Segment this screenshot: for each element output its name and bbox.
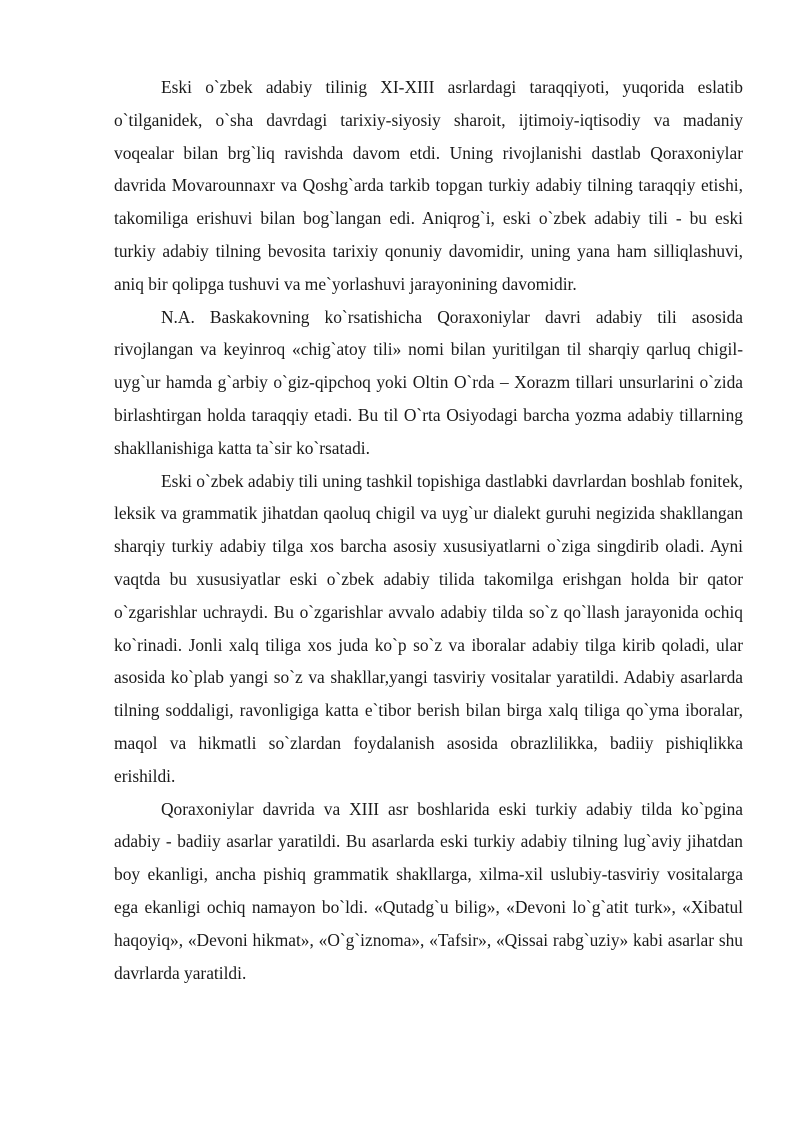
paragraph-3: Eski o`zbek adabiy tili uning tashkil topishiga dastlabki davrlardan boshlab fonitek, leksik va grammatik jihatdan qaoluq chigil va uyg`ur dialekt guruhi negizida shakllangan sharqiy turkiy adabiy tilga xos barcha asosiy xususiyatlarni o`ziga singdirib oladi. Ayni vaqtda bu xususiyatlar eski o`zbek adabiy tilida takomilga erishgan holda bir qator o`zgarishlar uchraydi. Bu o`zgarishlar avvalo adabiy tilda so`z qo`llash jarayonida ochiq ko`rinadi. Jonli xalq tiliga xos juda ko`p so`z va iboralar adabiy tilga kirib qoladi, ular asosida ko`plab yangi so`z va shakllar,yangi tasviriy vositalar yaratildi. Adabiy asarlarda tilning soddaligi, ravonligiga katta e`tibor berish bilan birga xalq tiliga qo`yma iboralar, maqol va hikmatli so`zlardan foydalanish asosida obrazlilikka, badiiy pishiqlikka erishildi. (114, 470, 743, 786)
paragraph-4: Qoraxoniylar davrida va XIII asr boshlarida eski turkiy adabiy tilda ko`pgina adabiy - badiiy asarlar yaratildi. Bu asarlarda eski turkiy adabiy tilning lug`aviy jihatdan boy ekanligi, ancha pishiq grammatik shakllarga, xilma-xil uslubiy-tasviriy vositalarga ega ekanligi ochiq namayon bo`ldi. «Qutadg`u bilig», «Devoni lo`g`atit turk», «Xibatul haqoyiq», «Devoni hikmat», «O`g`iznoma», «Tafsir», «Qissai rabg`uziy» kabi asarlar shu davrlarda yaratildi. (114, 798, 743, 983)
document-body (114, 71, 743, 989)
paragraph-1: Eski o`zbek adabiy tilinig XI-XIII asrlardagi taraqqiyoti, yuqorida eslatib o`tilganidek, o`sha davrdagi tarixiy-siyosiy sharoit, ijtimoiy-iqtisodiy va madaniy voqealar bilan brg`liq ravishda davom etdi. Uning rivojlanishi dastlab Qoraxoniylar davrida Movarounnaxr va Qoshg`arda tarkib topgan turkiy adabiy tilning taraqqiy etishi, takomiliga erishuvi bilan bog`langan edi. Aniqrog`i, eski o`zbek adabiy tili - bu eski turkiy adabiy tilning bevosita tarixiy qonuniy davomidir, uning yana ham silliqlashuvi, aniq bir qolipga tushuvi va me`yorlashuvi jarayonining davomidir. (114, 77, 743, 294)
paragraph-2: N.A. Baskakovning ko`rsatishicha Qoraxoniylar davri adabiy tili asosida rivojlangan va keyinroq «chig`atoy tili» nomi bilan yuritilgan til sharqiy qarluq chigil-uyg`ur hamda g`arbiy o`giz-qipchoq yoki Oltin O`rda – Xorazm tillari unsurlarini o`zida birlashtirgan holda taraqqiy etadi. Bu til O`rta Osiyodagi barcha yozma adabiy tillarning shakllanishiga katta ta`sir ko`rsatadi. (114, 306, 743, 458)
